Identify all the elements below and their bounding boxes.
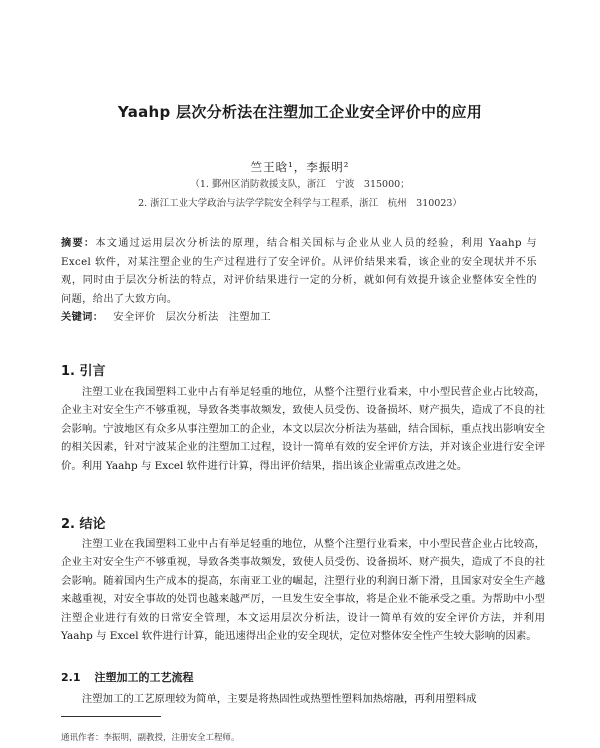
affiliation-2: 2. 浙江工业大学政治与法学学院安全科学与工程系，浙江 杭州 310023） <box>138 198 462 209</box>
keyword-item: 注塑加工 <box>228 312 272 323</box>
keywords <box>61 308 537 323</box>
subsection-number: 2.1 <box>61 671 81 684</box>
footnote-divider <box>61 716 161 717</box>
paper-title: Yaahp 层次分析法在注塑加工企业安全评价中的应用 <box>117 103 483 121</box>
abstract <box>61 235 537 309</box>
section-heading-conclusion: 2. 结论 <box>61 517 106 532</box>
footnote: 通讯作者：李振明，副教授，注册安全工程师。 <box>61 733 240 743</box>
subsection-paragraph: 注塑加工的工艺原理较为简单，主要是将热固性或热塑性塑料加热熔融，再利用塑料成 <box>81 693 477 705</box>
affiliation-1: （1. 鄞州区消防救援支队，浙江 宁波 315000； <box>190 179 410 190</box>
section-heading-introduction: 1. 引言 <box>61 364 106 379</box>
section-paragraph: 注塑工业在我国塑料工业中占有举足轻重的地位，从整个注塑行业看来，中小型民营企业占比较高，企业主对安全生产不够重视，导致各类事故频发，致使人员受伤、设备损坏、财产损失，造成了不良的社会影响。宁波地区有众多从事注塑加工的企业，本文以层次分析法为基础，结合国标，重点找出影响安全的相关因素，针对宁波某企业的注塑加工过程，设计一简单有效的安全评价方法，并对该企业进行安全评价。利用 Yaahp 与 Excel 软件进行计算，得出评价结果，指出该企业需重点改进之处。 <box>61 386 545 472</box>
abstract-label: 摘要： <box>61 238 96 249</box>
author-line: 竺王晗¹，李振明² <box>250 160 350 174</box>
keyword-item: 层次分析法 <box>165 312 219 323</box>
section-paragraph: 注塑工业在我国塑料工业中占有举足轻重的地位，从整个注塑行业看来，中小型民营企业占比较高，企业主对安全生产不够重视，导致各类事故频发，致使人员受伤、设备损坏、财产损失，造成了不良的社会影响。随着国内生产成本的提高，东南亚工业的崛起，注塑行业的利润日渐下滑，且国家对安全生产越来越重视，对安全事故的处罚也越来越严厉，一旦发生安全事故，将是企业不能承受之重。为帮助中小型注塑企业进行有效的日常安全管理，本文运用层次分析法，设计一简单有效的安全评价方法，并利用 Yaahp 与 Excel 软件进行计算，能迅速得出企业的安全现状，定位对整体安全性产生较大影响的因素。 <box>61 538 545 643</box>
subsection-title: 注塑加工的工艺流程 <box>94 671 194 684</box>
subsection-heading <box>61 669 194 685</box>
keyword-item: 安全评价 <box>113 312 156 323</box>
keywords-label: 关键词： <box>61 312 104 323</box>
abstract-text: 本文通过运用层次分析法的原理，结合相关国标与企业从业人员的经验，利用 Yaahp 与 Excel 软件，对某注塑企业的生产过程进行了安全评价。从评价结果来看，该企业的安全现状并不乐观，同时由于层次分析法的特点，对评价结果进行一定的分析，就如何有效提升该企业整体安全性的问题，给出了大致方向。 <box>61 238 538 305</box>
